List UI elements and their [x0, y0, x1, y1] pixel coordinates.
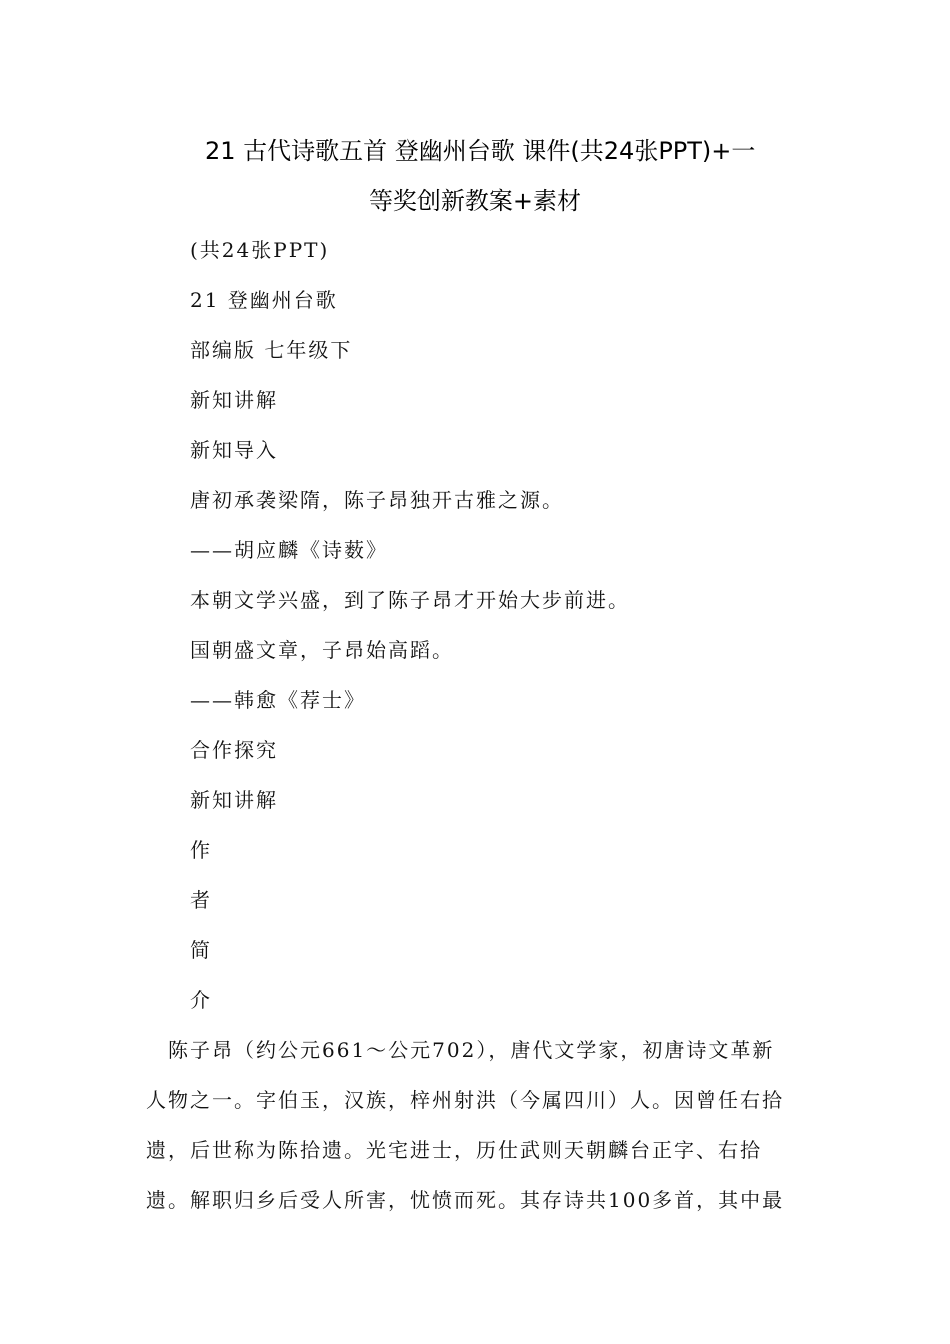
- text-line: 部编版 七年级下: [190, 338, 353, 362]
- text-line: ——胡应麟《诗薮》: [190, 538, 388, 562]
- text-line: 新知讲解: [190, 388, 278, 412]
- text-line: ——韩愈《荐士》: [190, 688, 366, 712]
- text-line: 新知讲解: [190, 788, 278, 812]
- text-line: 21 登幽州台歌: [190, 288, 338, 312]
- text-line: 本朝文学兴盛，到了陈子昂才开始大步前进。: [190, 588, 630, 612]
- text-line: 新知导入: [190, 438, 278, 462]
- paragraph-line: 遗，后世称为陈拾遗。光宅进士，历仕武则天朝麟台正字、右拾: [146, 1138, 762, 1162]
- text-line: 国朝盛文章，子昂始高蹈。: [190, 638, 454, 662]
- text-line: 介: [190, 988, 212, 1012]
- text-line: 唐初承袭梁隋，陈子昂独开古雅之源。: [190, 488, 564, 512]
- paragraph-line: 遗。解职归乡后受人所害，忧愤而死。其存诗共100多首，其中最: [146, 1188, 785, 1212]
- text-line: 者: [190, 888, 212, 912]
- paragraph-line: 人物之一。字伯玉，汉族，梓州射洪（今属四川）人。因曾任右拾: [146, 1088, 784, 1112]
- paragraph-line: 陈子昂（约公元661～公元702），唐代文学家，初唐诗文革新: [146, 1038, 775, 1062]
- text-line: (共24张PPT): [190, 238, 330, 262]
- text-line: 简: [190, 938, 212, 962]
- text-line: 作: [190, 838, 212, 862]
- text-line: 合作探究: [190, 738, 278, 762]
- document-title-line-2: 等奖创新教案+素材: [368, 187, 582, 215]
- document-title-line-1: 21 古代诗歌五首 登幽州台歌 课件(共24张PPT)+一: [205, 137, 756, 165]
